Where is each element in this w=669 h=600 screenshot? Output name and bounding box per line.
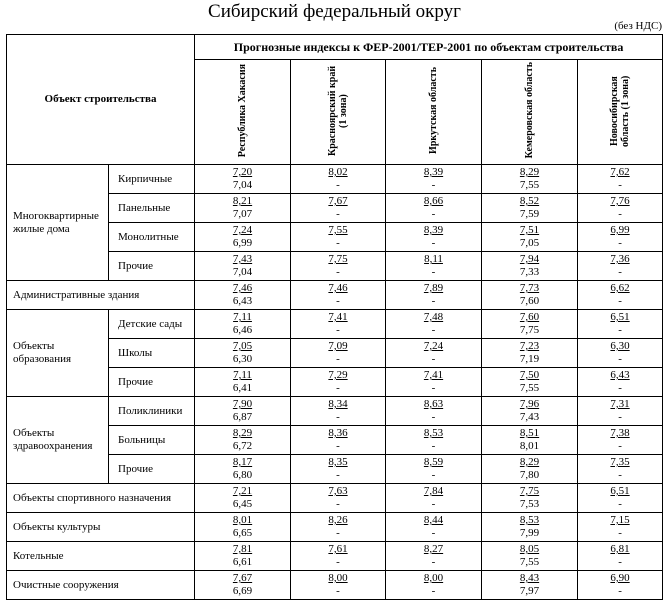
secondary-index-value: 6,99 [232, 237, 253, 249]
index-cell [578, 310, 663, 339]
forecast-index-value: 7,55 [328, 224, 348, 236]
region-header-label: Красноярский край (1 зона) [327, 65, 350, 156]
forecast-index-value: 8,27 [423, 543, 444, 555]
secondary-index-value: 7,55 [519, 556, 540, 568]
forecast-index-value: 8,43 [519, 572, 540, 584]
index-cell [291, 165, 386, 194]
table-row [7, 281, 663, 310]
secondary-index-value: 6,30 [232, 353, 253, 365]
index-cell [195, 542, 291, 571]
secondary-index-value: - [336, 179, 340, 191]
forecast-index-value: 8,26 [328, 514, 348, 526]
secondary-index-value: 6,41 [232, 382, 253, 394]
secondary-index-value: - [431, 469, 436, 481]
forecast-index-value: 8,17 [232, 456, 253, 468]
table-row [7, 513, 663, 542]
secondary-index-value: - [431, 527, 436, 539]
secondary-index-value: - [431, 324, 436, 336]
index-cell [482, 165, 578, 194]
secondary-index-value: - [431, 237, 436, 249]
object-category-label: Объекты спортивного назначения [7, 484, 195, 513]
forecast-index-value: 7,41 [328, 311, 348, 323]
forecast-index-value: 7,96 [519, 398, 540, 410]
forecast-group-header: Прогнозные индексы к ФЕР-2001/ТЕР-2001 по объектам строительства [195, 35, 663, 60]
forecast-index-value: 8,51 [519, 427, 540, 439]
index-cell [386, 455, 482, 484]
secondary-index-value: - [336, 353, 340, 365]
forecast-index-value: 7,11 [233, 311, 252, 323]
secondary-index-value: 7,80 [519, 469, 540, 481]
secondary-index-value: - [618, 527, 622, 539]
object-group-label: Многоквартирные жилые дома [7, 165, 109, 281]
secondary-index-value: - [336, 266, 340, 278]
forecast-index-value: 8,11 [424, 253, 443, 265]
forecast-index-value: 7,05 [232, 340, 253, 352]
forecast-index-value: 6,90 [610, 572, 630, 584]
secondary-index-value: - [336, 324, 340, 336]
secondary-index-value: - [336, 498, 340, 510]
forecast-index-value: 7,20 [232, 166, 253, 178]
index-cell [195, 165, 291, 194]
table-row [7, 310, 663, 339]
object-subtype-label: Прочие [109, 455, 195, 484]
index-cell [195, 194, 291, 223]
forecast-index-value: 7,21 [232, 485, 253, 497]
index-cell [386, 542, 482, 571]
index-cell [482, 426, 578, 455]
secondary-index-value: 6,80 [232, 469, 253, 481]
secondary-index-value: - [618, 556, 622, 568]
index-cell [578, 281, 663, 310]
secondary-index-value: 6,45 [232, 498, 253, 510]
region-header-label: Иркутская область [428, 67, 440, 154]
secondary-index-value: 6,61 [232, 556, 253, 568]
secondary-index-value: 7,75 [519, 324, 540, 336]
object-subtype-label: Детские сады [109, 310, 195, 339]
secondary-index-value: - [618, 411, 622, 423]
forecast-index-value: 8,36 [328, 427, 348, 439]
object-subtype-label: Прочие [109, 368, 195, 397]
secondary-index-value: - [431, 208, 436, 220]
secondary-index-value: - [431, 382, 436, 394]
forecast-index-value: 8,53 [423, 427, 444, 439]
forecast-index-value: 7,84 [423, 485, 444, 497]
forecast-index-value: 7,43 [232, 253, 253, 265]
secondary-index-value: 7,59 [519, 208, 540, 220]
forecast-index-value: 6,43 [610, 369, 630, 381]
object-subtype-label: Поликлиники [109, 397, 195, 426]
index-cell [291, 281, 386, 310]
index-cell [578, 194, 663, 223]
index-cell [291, 310, 386, 339]
forecast-index-value: 7,61 [328, 543, 348, 555]
object-subtype-label: Больницы [109, 426, 195, 455]
forecast-index-value: 7,15 [610, 514, 630, 526]
object-subtype-label: Кирпичные [109, 165, 195, 194]
index-cell [482, 484, 578, 513]
object-group-label: Объекты образования [7, 310, 109, 397]
index-cell [578, 397, 663, 426]
forecast-index-value: 8,63 [423, 398, 444, 410]
index-cell [482, 397, 578, 426]
secondary-index-value: - [618, 585, 622, 597]
secondary-index-value: - [431, 179, 436, 191]
forecast-index-value: 8,21 [232, 195, 253, 207]
forecast-index-value: 6,30 [610, 340, 630, 352]
index-cell [386, 223, 482, 252]
vat-note: (без НДС) [614, 20, 662, 32]
region-header [386, 60, 482, 165]
secondary-index-value: - [431, 556, 436, 568]
secondary-index-value: - [618, 440, 622, 452]
secondary-index-value: 7,04 [232, 179, 253, 191]
index-cell [386, 339, 482, 368]
forecast-index-value: 8,05 [519, 543, 540, 555]
forecast-index-value: 8,01 [232, 514, 253, 526]
index-cell [291, 426, 386, 455]
index-cell [578, 542, 663, 571]
index-cell [482, 571, 578, 600]
forecast-index-value: 8,66 [423, 195, 444, 207]
secondary-index-value: - [336, 469, 340, 481]
index-cell [578, 455, 663, 484]
secondary-index-value: 7,19 [519, 353, 540, 365]
secondary-index-value: 7,53 [519, 498, 540, 510]
index-cell [195, 455, 291, 484]
index-cell [386, 368, 482, 397]
object-group-label: Объекты здравоохранения [7, 397, 109, 484]
secondary-index-value: - [336, 527, 340, 539]
index-cell [578, 484, 663, 513]
forecast-index-value: 8,00 [423, 572, 444, 584]
forecast-index-value: 6,99 [610, 224, 630, 236]
index-cell [291, 571, 386, 600]
table-row [7, 571, 663, 600]
secondary-index-value: - [431, 498, 436, 510]
page-title: Сибирский федеральный округ [208, 1, 461, 22]
forecast-index-value: 7,36 [610, 253, 630, 265]
forecast-index-value: 7,67 [232, 572, 253, 584]
index-cell [482, 223, 578, 252]
secondary-index-value: - [336, 411, 340, 423]
index-cell [482, 194, 578, 223]
region-header [195, 60, 291, 165]
table-body [7, 165, 663, 600]
index-cell [291, 368, 386, 397]
region-header [578, 60, 663, 165]
index-cell [578, 339, 663, 368]
forecast-index-value: 7,81 [232, 543, 253, 555]
forecast-index-value: 7,50 [519, 369, 540, 381]
object-category-label: Административные здания [7, 281, 195, 310]
index-cell [386, 426, 482, 455]
forecast-index-value: 7,73 [519, 282, 540, 294]
secondary-index-value: - [431, 411, 436, 423]
index-cell [291, 194, 386, 223]
secondary-index-value: - [618, 208, 622, 220]
secondary-index-value: 7,55 [519, 179, 540, 191]
index-cell [386, 281, 482, 310]
secondary-index-value: - [618, 266, 622, 278]
forecast-index-value: 7,29 [328, 369, 348, 381]
index-cell [482, 252, 578, 281]
forecast-index-value: 7,31 [610, 398, 630, 410]
forecast-index-value: 7,23 [519, 340, 540, 352]
forecast-index-value: 7,09 [328, 340, 348, 352]
table-row [7, 484, 663, 513]
forecast-index-value: 7,75 [519, 485, 540, 497]
index-cell [482, 281, 578, 310]
index-cell [291, 484, 386, 513]
table-row [7, 542, 663, 571]
forecast-index-value: 8,35 [328, 456, 348, 468]
secondary-index-value: - [431, 353, 436, 365]
forecast-index-value: 7,75 [328, 253, 348, 265]
secondary-index-value: 6,87 [232, 411, 253, 423]
secondary-index-value: 7,43 [519, 411, 540, 423]
index-cell [195, 281, 291, 310]
index-cell [386, 397, 482, 426]
forecast-index-value: 8,34 [328, 398, 348, 410]
forecast-index-value: 8,29 [519, 456, 540, 468]
secondary-index-value: - [431, 266, 436, 278]
secondary-index-value: 6,72 [232, 440, 253, 452]
secondary-index-value: 7,04 [232, 266, 253, 278]
index-cell [578, 426, 663, 455]
index-cell [578, 368, 663, 397]
secondary-index-value: - [618, 295, 622, 307]
index-cell [195, 397, 291, 426]
index-cell [195, 252, 291, 281]
object-category-label: Объекты культуры [7, 513, 195, 542]
index-cell [195, 339, 291, 368]
secondary-index-value: - [618, 469, 622, 481]
region-header-label: Республика Хакасия [237, 63, 249, 158]
secondary-index-value: - [336, 585, 340, 597]
object-subtype-label: Прочие [109, 252, 195, 281]
table-header [7, 35, 663, 165]
forecast-index-value: 7,24 [232, 224, 253, 236]
forecast-index-value: 7,63 [328, 485, 348, 497]
secondary-index-value: - [336, 208, 340, 220]
forecast-index-value: 7,46 [232, 282, 253, 294]
table-row [7, 397, 663, 426]
secondary-index-value: - [431, 440, 436, 452]
secondary-index-value: - [618, 498, 622, 510]
index-cell [291, 513, 386, 542]
index-cell [482, 513, 578, 542]
index-cell [291, 397, 386, 426]
forecast-index-value: 7,11 [233, 369, 252, 381]
forecast-index-value: 6,62 [610, 282, 630, 294]
secondary-index-value: - [618, 353, 622, 365]
index-cell [386, 252, 482, 281]
forecast-index-value: 7,89 [423, 282, 444, 294]
index-cell [482, 339, 578, 368]
forecast-index-value: 8,44 [423, 514, 444, 526]
index-cell [578, 252, 663, 281]
forecast-index-value: 7,94 [519, 253, 540, 265]
index-cell [578, 513, 663, 542]
index-cell [482, 368, 578, 397]
forecast-index-value: 8,52 [519, 195, 540, 207]
forecast-index-value: 7,41 [423, 369, 444, 381]
forecast-index-value: 7,76 [610, 195, 630, 207]
index-cell [386, 513, 482, 542]
secondary-index-value: 6,43 [232, 295, 253, 307]
secondary-index-value: - [336, 556, 340, 568]
secondary-index-value: 6,46 [232, 324, 253, 336]
secondary-index-value: - [618, 382, 622, 394]
index-cell [386, 194, 482, 223]
index-cell [195, 310, 291, 339]
index-cell [386, 484, 482, 513]
region-header-label: Новосибирская область (1 зона) [609, 74, 632, 147]
forecast-index-value: 8,00 [328, 572, 348, 584]
secondary-index-value: 7,05 [519, 237, 540, 249]
secondary-index-value: - [336, 295, 340, 307]
secondary-index-value: 7,07 [232, 208, 253, 220]
forecast-index-value: 7,35 [610, 456, 630, 468]
object-subtype-label: Панельные [109, 194, 195, 223]
forecast-index-value: 8,02 [328, 166, 348, 178]
index-cell [482, 542, 578, 571]
forecast-index-value: 8,29 [232, 427, 253, 439]
secondary-index-value: - [618, 237, 622, 249]
index-cell [195, 368, 291, 397]
object-category-label: Очистные сооружения [7, 571, 195, 600]
secondary-index-value: - [336, 237, 340, 249]
object-category-label: Котельные [7, 542, 195, 571]
index-cell [482, 310, 578, 339]
secondary-index-value: 6,69 [232, 585, 253, 597]
forecast-index-value: 8,39 [423, 166, 444, 178]
index-cell [291, 252, 386, 281]
index-cell [195, 426, 291, 455]
secondary-index-value: - [618, 179, 622, 191]
secondary-index-value: 7,60 [519, 295, 540, 307]
forecast-index-value: 8,39 [423, 224, 444, 236]
index-cell [195, 513, 291, 542]
secondary-index-value: 7,33 [519, 266, 540, 278]
forecast-index-value: 7,60 [519, 311, 540, 323]
forecast-index-value: 8,29 [519, 166, 540, 178]
index-cell [291, 455, 386, 484]
index-cell [195, 571, 291, 600]
forecast-index-value: 6,51 [610, 311, 630, 323]
forecast-index-value: 7,24 [423, 340, 444, 352]
forecast-index-value: 7,38 [610, 427, 630, 439]
secondary-index-value: 7,55 [519, 382, 540, 394]
index-cell [291, 223, 386, 252]
forecast-index-value: 7,48 [423, 311, 444, 323]
forecast-index-value: 8,59 [423, 456, 444, 468]
index-cell [578, 223, 663, 252]
object-column-header: Объект строительства [7, 35, 195, 165]
index-cell [195, 484, 291, 513]
secondary-index-value: - [431, 295, 436, 307]
index-cell [386, 310, 482, 339]
object-subtype-label: Школы [109, 339, 195, 368]
index-cell [291, 339, 386, 368]
table-row [7, 165, 663, 194]
region-header-label: Кемеровская область [524, 62, 536, 159]
region-header [291, 60, 386, 165]
secondary-index-value: - [336, 440, 340, 452]
index-cell [386, 165, 482, 194]
secondary-index-value: 8,01 [519, 440, 540, 452]
region-header [482, 60, 578, 165]
secondary-index-value: 6,65 [232, 527, 253, 539]
forecast-index-value: 6,81 [610, 543, 630, 555]
forecast-index-value: 8,53 [519, 514, 540, 526]
forecast-index-value: 7,62 [610, 166, 630, 178]
secondary-index-value: - [336, 382, 340, 394]
index-cell [291, 542, 386, 571]
forecast-index-value: 7,46 [328, 282, 348, 294]
price-index-table [6, 34, 663, 600]
index-cell [578, 571, 663, 600]
index-cell [482, 455, 578, 484]
object-subtype-label: Монолитные [109, 223, 195, 252]
index-cell [386, 571, 482, 600]
forecast-index-value: 7,67 [328, 195, 348, 207]
forecast-index-value: 7,90 [232, 398, 253, 410]
forecast-index-value: 6,51 [610, 485, 630, 497]
secondary-index-value: 7,97 [519, 585, 540, 597]
secondary-index-value: 7,99 [519, 527, 540, 539]
secondary-index-value: - [431, 585, 436, 597]
index-cell [195, 223, 291, 252]
secondary-index-value: - [618, 324, 622, 336]
forecast-index-value: 7,51 [519, 224, 540, 236]
index-cell [578, 165, 663, 194]
